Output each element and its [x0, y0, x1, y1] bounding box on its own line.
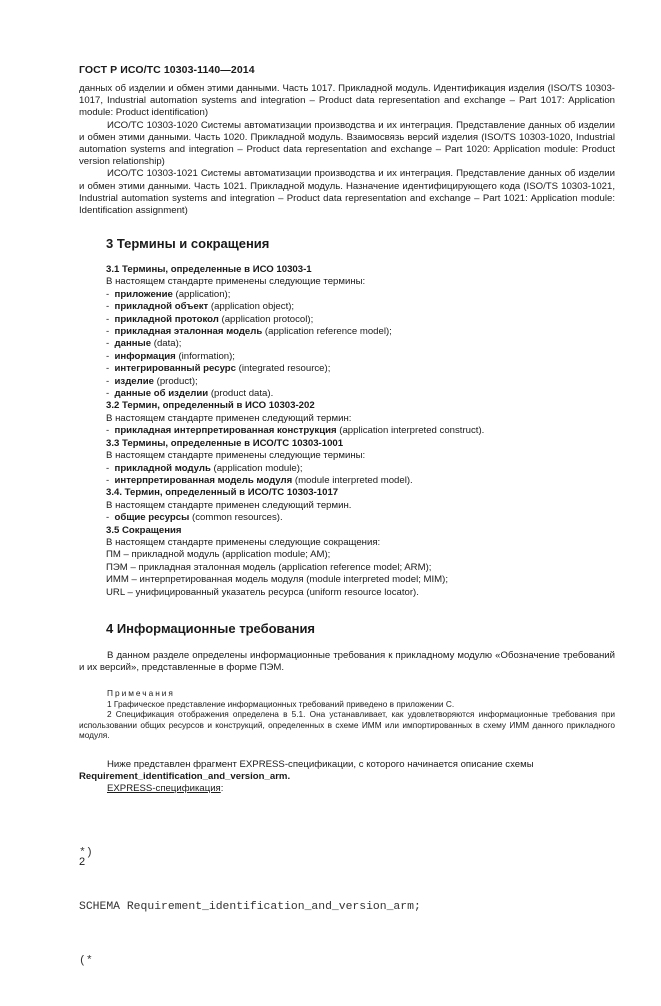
term-item: - общие ресурсы (common resources).: [106, 512, 618, 524]
notes-block: [79, 688, 615, 741]
section-4-heading: 4 Информационные требования: [106, 621, 316, 636]
intro-text: В настоящем стандарте применен следующий термин:: [106, 412, 352, 424]
intro-text: В настоящем стандарте применены следующие сокращения:: [106, 536, 381, 548]
term-item: - прикладная интерпретированная конструкция (application interpreted construct).: [106, 425, 618, 437]
abbreviation-item: ИММ – интерпретированная модель модуля (module interpreted model; MIM);: [106, 574, 449, 586]
note-item: 2 Спецификация отображения определена в 5.1. Она устанавливает, как удовлетворяются информационные требования при использовании общих ресурсов и конструкций, определенных в схеме ИММ или импортированных в схему ИММ данного прикладного модуля.: [79, 709, 615, 741]
code-block: [79, 808, 421, 1006]
reference-paragraph: ИСО/ТС 10303-1020 Системы автоматизации производства и их интеграция. Представление данных об изделии и обмен этими данными. Часть 1020. Прикладной модуль. Взаимосвязь версий изделия (ISO/TS 10303-1020, Industrial automation systems and integration – Product data representation and exchange – Part 1020: Application module: Product version relationship): [79, 119, 615, 168]
term-item: - информация (information);: [106, 351, 618, 363]
subsection-heading: 3.5 Сокращения: [106, 524, 182, 536]
intro-text: В настоящем стандарте применен следующий термин.: [106, 499, 352, 511]
term-item: - интегрированный ресурс (integrated resource);: [106, 363, 618, 375]
subsection-heading: 3.1 Термины, определенные в ИСО 10303-1: [106, 264, 312, 275]
section-3-heading: 3 Термины и сокращения: [106, 236, 270, 251]
term-item: - прикладной модуль (application module);: [106, 463, 618, 475]
reference-paragraph: данных об изделии и обмен этими данными. Часть 1017. Прикладной модуль. Идентификация изделия (ISO/TS 10303-1017, Industrial automation systems and integration – Product data representation and exchange – Part 1017: Application module: Product identification): [79, 83, 615, 119]
reference-paragraph: ИСО/ТС 10303-1021 Системы автоматизации производства и их интеграция. Представление данных об изделии и обмен этими данными. Часть 1021. Прикладной модуль. Назначение идентифицирующего кода (ISO/TS 10303-1021, Industrial automation systems and integration – Product data representation and exchange – Part 1021: Application module: Identification assignment): [79, 168, 615, 217]
document-header: ГОСТ Р ИСО/ТС 10303-1140—2014: [79, 64, 255, 76]
abbreviation-item: URL – унифицированный указатель ресурса (uniform resource locator).: [106, 586, 419, 598]
subsection-heading: 3.3 Термины, определенные в ИСО/ТС 10303-1001: [106, 437, 344, 449]
express-intro: Ниже представлен фрагмент EXPRESS-спецификации, с которого начинается описание схемы Requirement_identification_and_version_arm. EXPRESS-спецификация:: [79, 759, 615, 796]
note-item: 1 Графическое представление информационных требований приведено в приложении С.: [107, 698, 455, 709]
code-line: SCHEMA Requirement_identification_and_version_arm;: [79, 901, 421, 913]
term-item: - прикладная эталонная модель (application reference model);: [106, 326, 618, 338]
intro-text: В настоящем стандарте применены следующие термины:: [106, 450, 366, 462]
term-item: - данные (data);: [106, 338, 618, 350]
abbreviation-item: ПМ – прикладной модуль (application module; AM);: [106, 549, 331, 561]
schema-name: Requirement_identification_and_version_arm.: [79, 771, 291, 783]
intro-text: В настоящем стандарте применены следующие термины:: [106, 276, 366, 288]
page-number: 2: [79, 856, 86, 868]
section-4-intro: В данном разделе определены информационные требования к прикладному модулю «Обозначение требований и их версий», представленные в форме ПЭМ.: [79, 650, 615, 674]
code-line: *): [79, 847, 93, 859]
code-line: (*: [79, 955, 93, 967]
term-item: - приложение (application);: [106, 289, 618, 301]
section-3-body: [106, 264, 618, 599]
term-item: - данные об изделии (product data).: [106, 388, 618, 400]
abbreviation-item: ПЭМ – прикладная эталонная модель (application reference model; ARM);: [106, 561, 432, 573]
term-item: - интерпретированная модель модуля (module interpreted model).: [106, 475, 618, 487]
term-item: - прикладной объект (application object);: [106, 301, 618, 313]
subsection-heading: 3.4. Термин, определенный в ИСО/ТС 10303-1017: [106, 487, 339, 499]
term-item: - прикладной протокол (application protocol);: [106, 314, 618, 326]
subsection-heading: 3.2 Термин, определенный в ИСО 10303-202: [106, 400, 315, 412]
notes-title: Примечания: [107, 688, 175, 698]
normative-references: [79, 83, 615, 217]
express-spec-label: EXPRESS-спецификация: [107, 783, 221, 795]
term-item: - изделие (product);: [106, 376, 618, 388]
